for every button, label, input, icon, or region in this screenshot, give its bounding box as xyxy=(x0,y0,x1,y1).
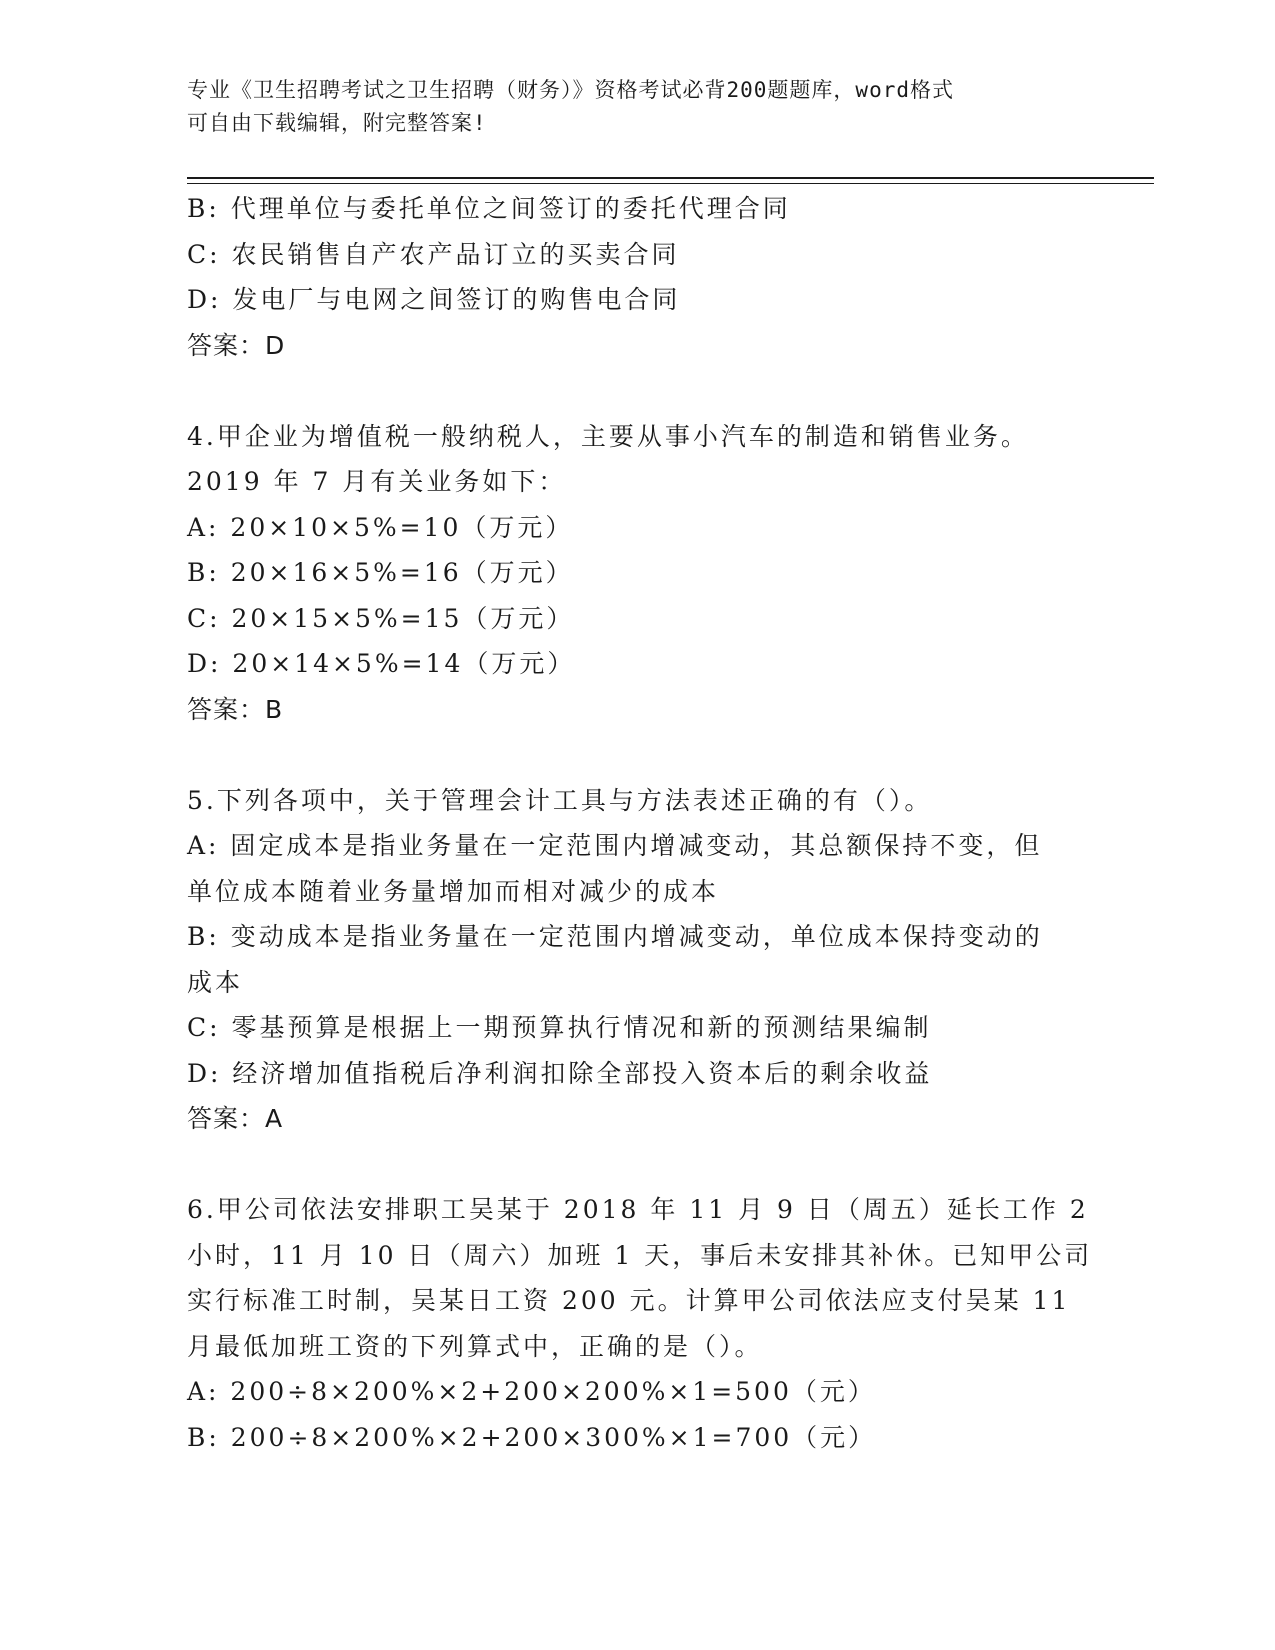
question-6 xyxy=(187,1187,1093,1460)
header-title-line-1: 专业《卫生招聘考试之卫生招聘（财务）》资格考试必背200题题库，word格式 xyxy=(187,78,954,102)
q5-option-d: D: 经济增加值指税后净利润扣除全部投入资本后的剩余收益 xyxy=(187,1058,933,1088)
q6-option-b: B: 200÷8×200%×2+200×300%×1=700（元） xyxy=(187,1422,877,1452)
q5-option-a-line-2: 单位成本随着业务量增加而相对减少的成本 xyxy=(187,876,720,906)
document-header xyxy=(187,74,1087,140)
q6-stem-line-1: 6.甲公司依法安排职工吴某于 2018 年 11 月 9 日（周五）延长工作 2 xyxy=(187,1195,1089,1224)
q4-option-a: A: 20×10×5%=10（万元） xyxy=(187,512,574,542)
q4-option-c: C: 20×15×5%=15（万元） xyxy=(187,603,575,633)
q6-option-a: A: 200÷8×200%×2+200×200%×1=500（元） xyxy=(187,1377,876,1406)
question-5 xyxy=(187,778,1087,1142)
q6-stem-line-3: 实行标准工时制，吴某日工资 200 元。计算甲公司依法应支付吴某 11 xyxy=(187,1286,1071,1315)
spacer xyxy=(187,368,1087,414)
q5-answer: 答案：A xyxy=(187,1104,284,1133)
q4-answer: 答案：B xyxy=(187,694,284,724)
spacer xyxy=(187,732,1087,778)
q3-option-c: C: 农民销售自产农产品订立的买卖合同 xyxy=(187,239,680,269)
header-divider-thin xyxy=(187,183,1154,184)
q3-option-b: B: 代理单位与委托单位之间签订的委托代理合同 xyxy=(187,194,791,223)
q5-option-b-line-1: B: 变动成本是指业务量在一定范围内增减变动，单位成本保持变动的 xyxy=(187,922,1043,951)
q5-option-c: C: 零基预算是根据上一期预算执行情况和新的预测结果编制 xyxy=(187,1013,932,1042)
q4-stem-line-2: 2019 年 7 月有关业务如下： xyxy=(187,467,567,496)
question-4 xyxy=(187,414,1087,733)
q5-option-a-line-1: A: 固定成本是指业务量在一定范围内增减变动，其总额保持不变，但 xyxy=(187,831,1043,860)
q4-option-b: B: 20×16×5%=16（万元） xyxy=(187,558,574,587)
q3-option-d: D: 发电厂与电网之间签订的购售电合同 xyxy=(187,285,681,314)
q3-answer: 答案：D xyxy=(187,330,286,360)
q5-stem: 5.下列各项中，关于管理会计工具与方法表述正确的有（）。 xyxy=(187,785,933,815)
header-divider-thick xyxy=(187,177,1154,179)
q5-option-b-line-2: 成本 xyxy=(187,967,244,997)
q6-stem-line-4: 月最低加班工资的下列算式中，正确的是（）。 xyxy=(187,1331,763,1361)
question-list xyxy=(187,186,1093,1460)
q4-stem-line-1: 4.甲企业为增值税一般纳税人，主要从事小汽车的制造和销售业务。 xyxy=(187,421,1029,451)
q4-option-d: D: 20×14×5%=14（万元） xyxy=(187,649,576,678)
header-title-line-2: 可自由下载编辑，附完整答案! xyxy=(187,111,487,135)
question-3-tail xyxy=(187,186,1087,368)
q6-stem-line-2: 小时，11 月 10 日（周六）加班 1 天，事后未安排其补休。已知甲公司 xyxy=(187,1240,1093,1270)
spacer xyxy=(187,1142,1087,1188)
